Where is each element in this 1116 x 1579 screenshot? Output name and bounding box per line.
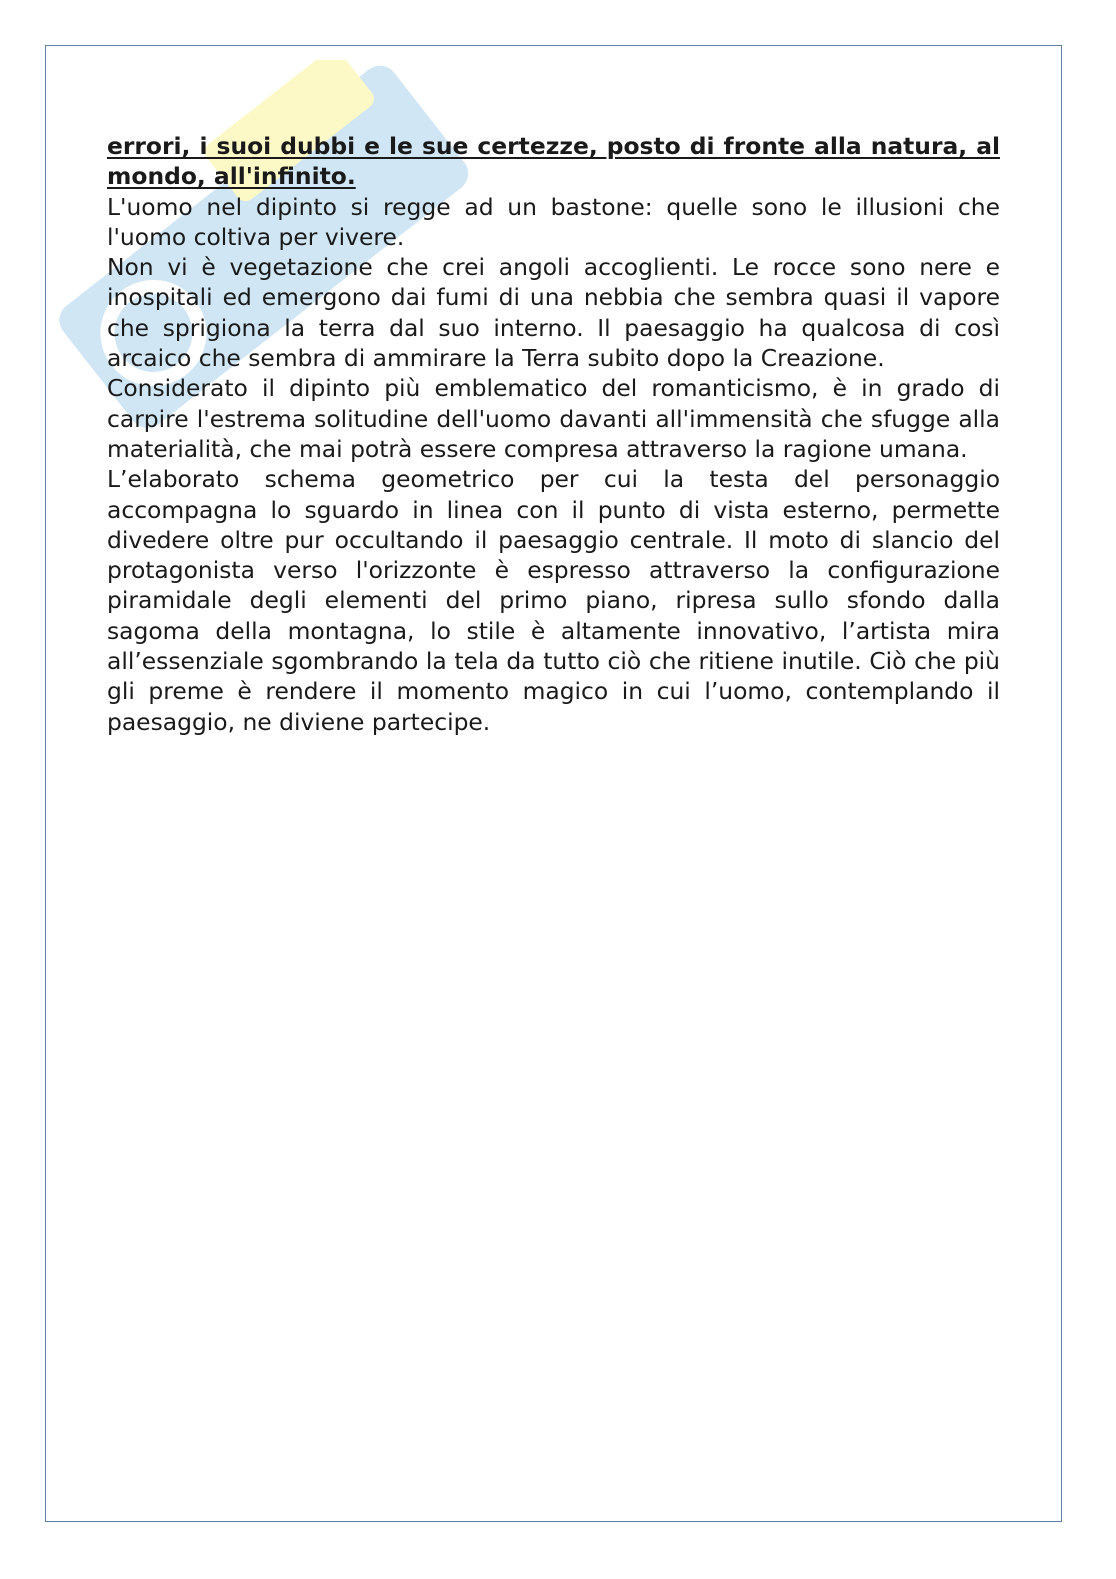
paragraph: L'uomo nel dipinto si regge ad un bastone: quelle sono le illusioni che l'uomo coltiva per vivere. (107, 192, 1000, 251)
paragraph: Non vi è vegetazione che crei angoli accoglienti. Le rocce sono nere e inospitali ed emergono dai fumi di una nebbia che sembra quasi il vapore che sprigiona la terra dal suo interno. Il paesaggio ha qualcosa di così arcaico che sembra di ammirare la Terra subito dopo la Creazione. (107, 253, 1000, 373)
paragraph: Considerato il dipinto più emblematico del romanticismo, è in grado di carpire l'estrema solitudine dell'uomo davanti all'immensità che sfugge alla materialità, che mai potrà essere compresa attraverso la ragione umana. (107, 374, 1000, 463)
document-body (107, 131, 1000, 737)
lead-sentence: errori, i suoi dubbi e le sue certezze, posto di fronte alla natura, al mondo, all'infinito. (107, 132, 1000, 191)
paragraph: L’elaborato schema geometrico per cui la testa del personaggio accompagna lo sguardo in linea con il punto di vista esterno, permette divedere oltre pur occultando il paesaggio centrale. Il moto di slancio del protagonista verso l'orizzonte è espresso attraverso la configurazione piramidale degli elementi del primo piano, ripresa sullo sfondo dalla sagoma della montagna, lo stile è altamente innovativo, l’artista mira all’essenziale sgombrando la tela da tutto ciò che ritiene inutile. Ciò che più gli preme è rendere il momento magico in cui l’uomo, contemplando il paesaggio, ne diviene partecipe. (107, 465, 1000, 736)
